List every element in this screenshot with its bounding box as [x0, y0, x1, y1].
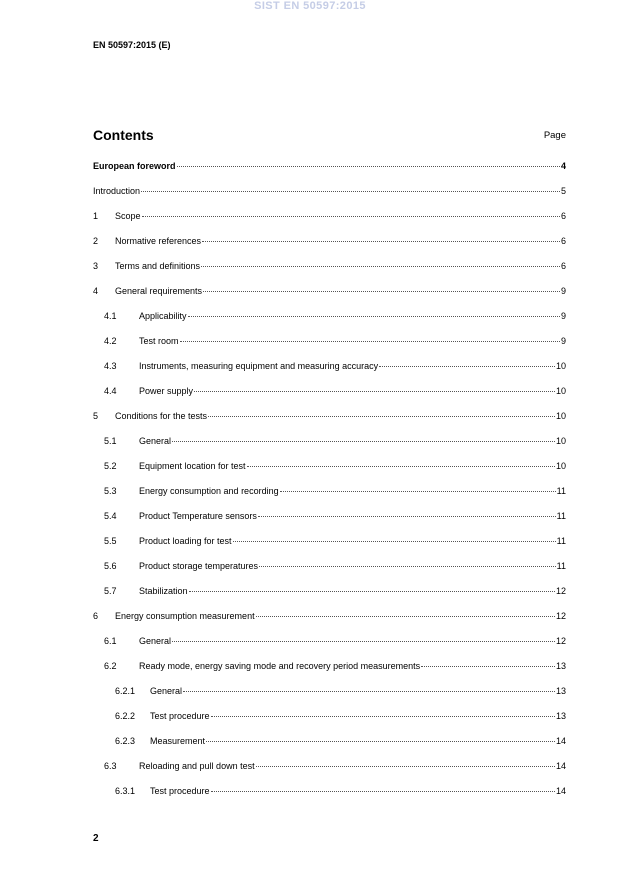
toc-entry[interactable] — [104, 459, 566, 473]
toc-entry-page: 13 — [555, 711, 566, 721]
toc-entry[interactable] — [104, 484, 566, 498]
toc-entry-page: 6 — [560, 236, 566, 246]
toc-entry-number: 3 — [93, 261, 99, 271]
toc-dot-leader — [180, 340, 560, 342]
toc-entry-number: 4.2 — [104, 336, 117, 346]
toc-entry[interactable] — [115, 684, 566, 698]
toc-entry-title: Product Temperature sensors — [139, 511, 257, 521]
toc-entry-page: 10 — [555, 461, 566, 471]
toc-dot-leader — [172, 640, 555, 642]
toc-entry-title: Reloading and pull down test — [139, 761, 255, 771]
toc-entry-number: 5.7 — [104, 586, 117, 596]
toc-dot-leader — [211, 790, 555, 792]
toc-entry[interactable] — [115, 784, 566, 798]
toc-dot-leader — [421, 665, 555, 667]
toc-entry-number: 4.1 — [104, 311, 117, 321]
toc-entry-number: 5.1 — [104, 436, 117, 446]
toc-dot-leader — [177, 165, 560, 167]
toc-dot-leader — [259, 565, 556, 567]
toc-entry[interactable] — [104, 759, 566, 773]
document-id: EN 50597:2015 (E) — [93, 40, 171, 50]
toc-entry-page: 10 — [555, 386, 566, 396]
toc-dot-leader — [201, 265, 560, 267]
toc-entry-number: 6.2.2 — [115, 711, 136, 721]
toc-entry-title: General — [139, 636, 172, 646]
toc-entry-page: 10 — [555, 361, 566, 371]
toc-dot-leader — [188, 315, 560, 317]
toc-entry[interactable] — [104, 659, 566, 673]
toc-entry[interactable] — [93, 259, 566, 273]
toc-entry-title: General — [139, 436, 172, 446]
toc-dot-leader — [280, 490, 556, 492]
toc-entry[interactable] — [93, 609, 566, 623]
toc-dot-leader — [194, 390, 555, 392]
toc-entry-number: 2 — [93, 236, 99, 246]
toc-entry[interactable] — [93, 184, 566, 198]
toc-entry-title: Power supply — [139, 386, 194, 396]
toc-entry[interactable] — [93, 409, 566, 423]
toc-dot-leader — [379, 365, 555, 367]
toc-entry-title: Ready mode, energy saving mode and recovery period measurements — [139, 661, 421, 671]
toc-entry-title: General — [150, 686, 183, 696]
toc-entry-title: Energy consumption measurement — [115, 611, 255, 621]
toc-entry[interactable] — [104, 584, 566, 598]
toc-entry-page: 12 — [555, 586, 566, 596]
toc-entry-title: Applicability — [139, 311, 187, 321]
toc-entry[interactable] — [115, 709, 566, 723]
toc-entry[interactable] — [93, 234, 566, 248]
toc-entry-title: Stabilization — [139, 586, 188, 596]
toc-entry-title: General requirements — [115, 286, 203, 296]
toc-entry[interactable] — [104, 434, 566, 448]
toc-dot-leader — [208, 415, 555, 417]
footer-page-number: 2 — [93, 833, 99, 844]
toc-entry-number: 5.6 — [104, 561, 117, 571]
toc-dot-leader — [203, 290, 560, 292]
toc-entry-page: 6 — [560, 211, 566, 221]
toc-entry-title: European foreword — [93, 161, 176, 171]
toc-entry-page: 9 — [560, 286, 566, 296]
toc-entry-title: Conditions for the tests — [115, 411, 208, 421]
toc-entry-page: 12 — [555, 636, 566, 646]
toc-entry-page: 11 — [556, 486, 566, 496]
toc-entry-number: 6.2 — [104, 661, 117, 671]
toc-entry-title: Product storage temperatures — [139, 561, 259, 571]
toc-entry-number: 5.5 — [104, 536, 117, 546]
toc-entry-number: 5.3 — [104, 486, 117, 496]
toc-entry-number: 6.3 — [104, 761, 117, 771]
toc-dot-leader — [247, 465, 555, 467]
toc-entry-title: Product loading for test — [139, 536, 232, 546]
toc-entry-title: Test room — [139, 336, 179, 346]
toc-entry-title: Scope — [115, 211, 141, 221]
toc-entry[interactable] — [93, 159, 566, 173]
toc-entry-page: 9 — [560, 336, 566, 346]
toc-entry-page: 13 — [555, 686, 566, 696]
toc-dot-leader — [142, 215, 560, 217]
toc-entry-title: Energy consumption and recording — [139, 486, 279, 496]
toc-entry-page: 10 — [555, 411, 566, 421]
watermark-text: SIST EN 50597:2015 — [254, 0, 366, 12]
toc-entry-page: 6 — [560, 261, 566, 271]
toc-entry-number: 5.4 — [104, 511, 117, 521]
toc-entry-title: Equipment location for test — [139, 461, 246, 471]
toc-entry[interactable] — [104, 384, 566, 398]
toc-entry-page: 11 — [556, 561, 566, 571]
toc-entry-page: 4 — [560, 161, 566, 171]
toc-dot-leader — [206, 740, 555, 742]
toc-entry-number: 5.2 — [104, 461, 117, 471]
toc-dot-leader — [211, 715, 555, 717]
toc-entry-number: 5 — [93, 411, 99, 421]
toc-entry[interactable] — [104, 559, 566, 573]
toc-entry-page: 14 — [555, 786, 566, 796]
toc-entry-page: 10 — [555, 436, 566, 446]
toc-entry-page: 14 — [555, 761, 566, 771]
toc-entry-page: 12 — [555, 611, 566, 621]
toc-entry-number: 6.2.3 — [115, 736, 136, 746]
toc-entry-page: 11 — [556, 511, 566, 521]
toc-dot-leader — [256, 615, 555, 617]
toc-dot-leader — [141, 190, 560, 192]
toc-entry[interactable] — [104, 309, 566, 323]
toc-entry-title: Instruments, measuring equipment and measuring accuracy — [139, 361, 379, 371]
toc-entry-number: 6.3.1 — [115, 786, 136, 796]
toc-entry-page: 11 — [556, 536, 566, 546]
toc-entry-number: 6.2.1 — [115, 686, 136, 696]
toc-entry[interactable] — [93, 284, 566, 298]
toc-entry-page: 5 — [560, 186, 566, 196]
toc-entry-title: Test procedure — [150, 711, 210, 721]
toc-entry-number: 6 — [93, 611, 99, 621]
toc-dot-leader — [256, 765, 555, 767]
toc-dot-leader — [258, 515, 556, 517]
toc-entry-page: 13 — [555, 661, 566, 671]
toc-dot-leader — [183, 690, 555, 692]
toc-entry-number: 1 — [93, 211, 99, 221]
toc-entry[interactable] — [104, 359, 566, 373]
page-column-label: Page — [543, 130, 566, 141]
toc-entry[interactable] — [104, 634, 566, 648]
toc-entry-title: Test procedure — [150, 786, 210, 796]
toc-dot-leader — [189, 590, 555, 592]
toc-entry-title: Terms and definitions — [115, 261, 201, 271]
toc-entry-number: 4.4 — [104, 386, 117, 396]
toc-entry-page: 14 — [555, 736, 566, 746]
toc-entry-page: 9 — [560, 311, 566, 321]
toc-entry[interactable] — [115, 734, 566, 748]
toc-dot-leader — [172, 440, 555, 442]
toc-dot-leader — [202, 240, 560, 242]
toc-entry-title: Normative references — [115, 236, 202, 246]
toc-entry-title: Introduction — [93, 186, 141, 196]
toc-dot-leader — [233, 540, 556, 542]
toc-entry-number: 4.3 — [104, 361, 117, 371]
contents-heading: Contents — [93, 127, 154, 143]
toc-entry[interactable] — [104, 534, 566, 548]
toc-entry-number: 6.1 — [104, 636, 117, 646]
toc-entry[interactable] — [104, 509, 566, 523]
toc-entry-number: 4 — [93, 286, 99, 296]
toc-entry-title: Measurement — [150, 736, 206, 746]
toc-entry[interactable] — [93, 209, 566, 223]
toc-entry[interactable] — [104, 334, 566, 348]
